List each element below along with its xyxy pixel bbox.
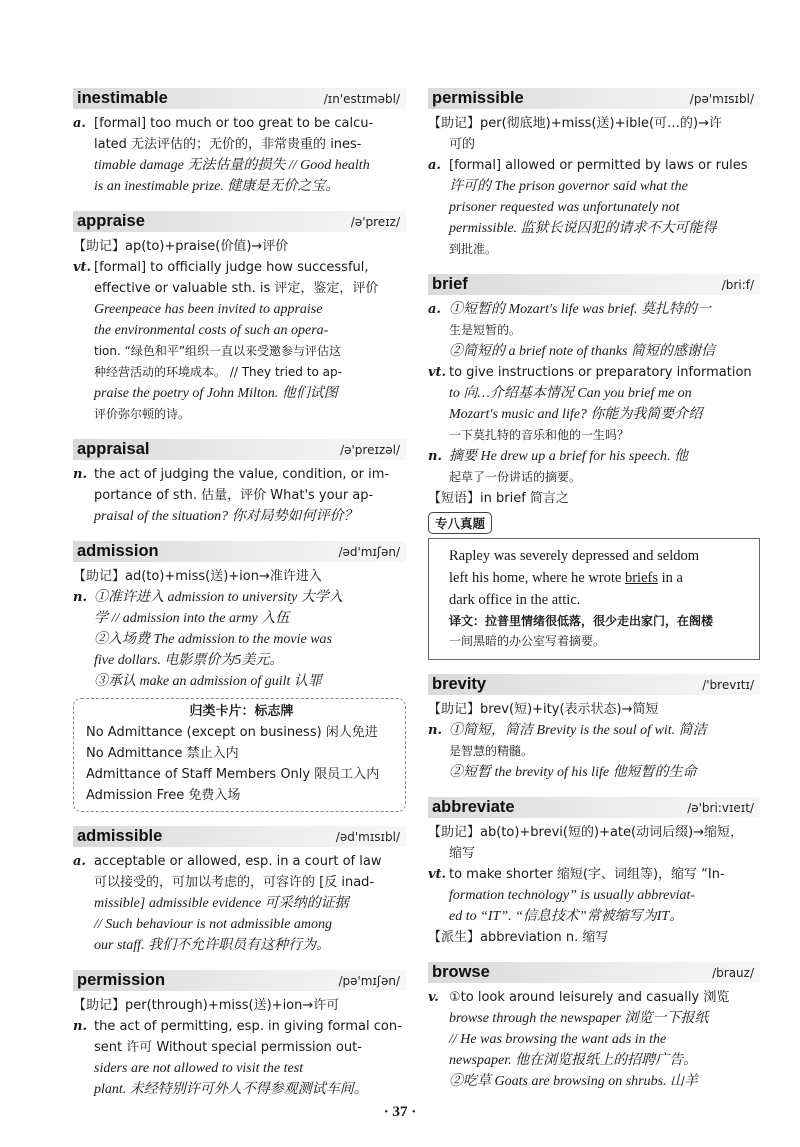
phrase: 【短语】in brief 简言之: [428, 491, 569, 506]
quote-line: [449, 567, 749, 589]
headword-bar: [73, 439, 406, 460]
definition-line: 可以接受的，可加以考虑的，可容许的 [反 inad-: [94, 875, 375, 890]
example-line: prisoner requested was unfortunately not: [449, 200, 680, 215]
mnemonic: 缩写: [449, 846, 476, 861]
sense-line: ①简短，简洁 Brevity is the soul of wit. 简洁: [449, 723, 707, 738]
headword: brevity: [432, 675, 487, 693]
pronunciation: /əd'mɪsɪbl/: [335, 830, 400, 844]
entry-abbreviate: [428, 797, 760, 948]
mnemonic: 可的: [449, 137, 476, 152]
definition: [73, 1016, 406, 1100]
entry-inestimable: [73, 88, 406, 197]
headword-bar: [73, 541, 406, 562]
pronunciation: /pə'mɪʃən/: [338, 974, 400, 988]
mnemonic: 【助记】per(彻底地)+miss(送)+ible(可…的)→许: [428, 116, 722, 131]
example-line: browse through the newspaper 浏览一下报纸: [449, 1011, 709, 1026]
example-line: // Such behaviour is not admissible among: [94, 917, 332, 932]
pronunciation: /əd'mɪʃən/: [338, 545, 400, 559]
translation-line: 到批准。: [449, 242, 498, 256]
mnemonic: 【助记】brev(短)+ity(表示状态)→简短: [428, 702, 659, 717]
example-line: formation technology” is usually abbreviat-: [449, 888, 696, 903]
entry-brevity: [428, 674, 760, 783]
headword-bar: [73, 211, 406, 232]
definition: [428, 155, 760, 260]
pronunciation: /ə'preɪzəl/: [340, 443, 400, 457]
headword-bar: [428, 88, 760, 109]
quote-highlight: briefs: [624, 570, 658, 586]
sense-line: ②入场费 The admission to the movie was: [94, 632, 332, 647]
example-line: our staff. 我们不允许职员有这种行为。: [94, 938, 331, 953]
entry-permission: [73, 970, 406, 1100]
part-of-speech: v.: [428, 990, 439, 1005]
card-title: 归类卡片：标志牌: [189, 704, 294, 719]
translation-line: 起草了一份讲话的摘要。: [449, 470, 582, 484]
example-line: Mozart's music and life? 你能为我简要介绍: [449, 407, 703, 422]
part-of-speech: n.: [428, 723, 442, 738]
definition-line: to give instructions or preparatory information: [449, 365, 752, 380]
translation-line: 种经营活动的环境成本。 // They tried to ap-: [94, 365, 342, 379]
translation-line: 是智慧的精髓。: [449, 744, 534, 758]
headword: inestimable: [77, 89, 168, 107]
definition-line: lated 无法评估的；无价的，非常贵重的 ines-: [94, 137, 362, 152]
entry-permissible: [428, 88, 760, 260]
pronunciation: /pə'mɪsɪbl/: [689, 92, 754, 106]
definition-line: portance of sth. 估量，评价 What's your ap-: [94, 488, 374, 503]
sense-line: ②短暂 the brevity of his life 他短暂的生命: [449, 765, 697, 780]
headword-bar: [73, 970, 406, 991]
example-line: newspaper. 他在浏览报纸上的招聘广告。: [449, 1053, 698, 1068]
quote-text: in a: [657, 570, 683, 586]
headword: admissible: [77, 827, 163, 845]
translation-line: 一间黑暗的办公室写着摘要。: [449, 634, 606, 648]
derived-form: 【派生】abbreviation n. 缩写: [428, 930, 609, 945]
entry-admissible: [73, 826, 406, 956]
definition: [428, 987, 760, 1092]
quote-line: dark office in the attic.: [449, 592, 581, 608]
sense-line: 学 // admission into the army 入伍: [94, 611, 290, 626]
definition: [73, 587, 406, 692]
example-line: // He was browsing the want ads in the: [449, 1032, 667, 1047]
entry-appraisal: [73, 439, 406, 527]
example-line: plant. 未经特别许可外人不得参观测试车间。: [94, 1082, 368, 1097]
definition: [428, 446, 760, 488]
definition: [428, 299, 760, 362]
translation-line: 一下莫扎特的音乐和他的一生吗？: [449, 428, 630, 442]
definition-line: [formal] allowed or permitted by laws or rules: [449, 158, 748, 173]
part-of-speech: vt.: [428, 867, 447, 882]
sense-line: ①短暂的 Mozart's life was brief. 莫扎特的一: [449, 302, 712, 317]
headword-bar: [428, 674, 760, 695]
card-line: Admittance of Staff Members Only 限员工入内: [86, 767, 380, 782]
headword: brief: [432, 275, 468, 293]
part-of-speech: vt.: [73, 260, 92, 275]
part-of-speech: vt.: [428, 365, 447, 380]
example-line: permissible. 监狱长说囚犯的请求不大可能得: [449, 221, 717, 236]
example-line: missible] admissible evidence 可采纳的证据: [94, 896, 349, 911]
exam-quote: [428, 538, 760, 660]
quote-line: Rapley was severely depressed and seldom: [449, 548, 700, 564]
entry-brief: [428, 274, 760, 660]
right-column: [428, 88, 760, 1106]
example-line: to 向…介绍基本情况 Can you brief me on: [449, 386, 692, 401]
headword: appraise: [77, 212, 145, 230]
sense-line: ②吃草 Goats are browsing on shrubs. 山羊: [449, 1074, 699, 1089]
headword: permissible: [432, 89, 524, 107]
definition-line: effective or valuable sth. is 评定，鉴定，评价: [94, 281, 379, 296]
part-of-speech: a.: [73, 854, 86, 869]
headword-bar: [428, 797, 760, 818]
pronunciation: /'brevɪtɪ/: [702, 678, 754, 692]
pronunciation: /ɪn'estɪməbl/: [323, 92, 400, 106]
sense-line: ②简短的 a brief note of thanks 简短的感谢信: [449, 344, 715, 359]
definition-line: [formal] to officially judge how successful,: [94, 260, 369, 275]
mnemonic: 【助记】per(through)+miss(送)+ion→许可: [73, 998, 340, 1013]
page-number: · 37 ·: [383, 1104, 417, 1120]
pronunciation: /brauz/: [712, 966, 754, 980]
definition: [73, 113, 406, 197]
sense-line: ①准许进入 admission to university 大学入: [94, 590, 343, 605]
pronunciation: /ə'bri:vɪeɪt/: [687, 801, 754, 815]
example-line: 摘要 He drew up a brief for his speech. 他: [449, 449, 689, 464]
definition-line: sent 许可 Without special permission out-: [94, 1040, 362, 1055]
headword-bar: [73, 826, 406, 847]
example-line: timable damage 无法估量的损失 // Good health: [94, 158, 370, 173]
example-line: is an inestimable prize. 健康是无价之宝。: [94, 179, 340, 194]
definition: [73, 464, 406, 527]
definition-line: ①to look around leisurely and casually 浏览: [449, 990, 730, 1005]
card-line: No Admittance 禁止入内: [86, 746, 239, 761]
sense-line: ③承认 make an admission of guilt 认罪: [94, 674, 322, 689]
definition: [428, 864, 760, 927]
part-of-speech: n.: [73, 1019, 87, 1034]
pronunciation: /ə'preɪz/: [350, 215, 400, 229]
definition-line: acceptable or allowed, esp. in a court of law: [94, 854, 382, 869]
mnemonic: 【助记】ad(to)+miss(送)+ion→准许进入: [73, 569, 322, 584]
definition-line: to make shorter 缩短(字、词组等)，缩写 “In-: [449, 867, 725, 882]
translation-line: 评价弥尔顿的诗。: [94, 407, 191, 421]
headword: abbreviate: [432, 798, 515, 816]
definition-line: [formal] too much or too great to be calcu-: [94, 116, 374, 131]
translation-line: 译文：拉普里情绪很低落，很少走出家门，在阁楼: [449, 614, 714, 628]
category-card: [73, 698, 406, 812]
left-column: [73, 88, 406, 1114]
part-of-speech: a.: [428, 302, 441, 317]
headword: permission: [77, 971, 166, 989]
definition-line: the act of permitting, esp. in giving formal con-: [94, 1019, 402, 1034]
entry-browse: [428, 962, 760, 1092]
example-line: praisal of the situation? 你对局势如何评价？: [94, 509, 358, 524]
headword: browse: [432, 963, 490, 981]
card-line: Admission Free 免费入场: [86, 788, 241, 803]
definition: [73, 257, 406, 425]
quote-text: left his home, where he wrote: [449, 570, 625, 586]
sense-line: five dollars. 电影票价为5美元。: [94, 653, 284, 668]
exam-tag: 专八真题: [428, 512, 492, 534]
part-of-speech: n.: [73, 467, 87, 482]
mnemonic: 【助记】ap(to)+praise(价值)→评价: [73, 239, 289, 254]
part-of-speech: a.: [428, 158, 441, 173]
headword-bar: [428, 274, 760, 295]
example-line: ed to “IT”. “信息技术”常被缩写为IT。: [449, 909, 684, 924]
entry-appraise: [73, 211, 406, 425]
definition: [428, 720, 760, 783]
pronunciation: /bri:f/: [721, 278, 754, 292]
headword-bar: [428, 962, 760, 983]
translation-line: 生是短暂的。: [449, 323, 522, 337]
entry-admission: [73, 541, 406, 812]
translation-line: tion. “绿色和平”组织一直以来受邀参与评估这: [94, 344, 342, 358]
example-line: Greenpeace has been invited to appraise: [94, 302, 323, 317]
part-of-speech: n.: [73, 590, 87, 605]
part-of-speech: a.: [73, 116, 86, 131]
headword: appraisal: [77, 440, 150, 458]
definition: [73, 851, 406, 956]
headword: admission: [77, 542, 159, 560]
example-line: 许可的 The prison governor said what the: [449, 179, 688, 194]
definition: [428, 362, 760, 446]
definition-line: the act of judging the value, condition, or im-: [94, 467, 390, 482]
part-of-speech: n.: [428, 449, 442, 464]
mnemonic: 【助记】ab(to)+brevi(短的)+ate(动词后缀)→缩短，: [428, 825, 744, 840]
example-line: siders are not allowed to visit the test: [94, 1061, 304, 1076]
example-line: the environmental costs of such an opera-: [94, 323, 329, 338]
card-line: No Admittance (except on business) 闲人免进: [86, 725, 378, 740]
headword-bar: [73, 88, 406, 109]
example-line: praise the poetry of John Milton. 他们试图: [94, 386, 338, 401]
